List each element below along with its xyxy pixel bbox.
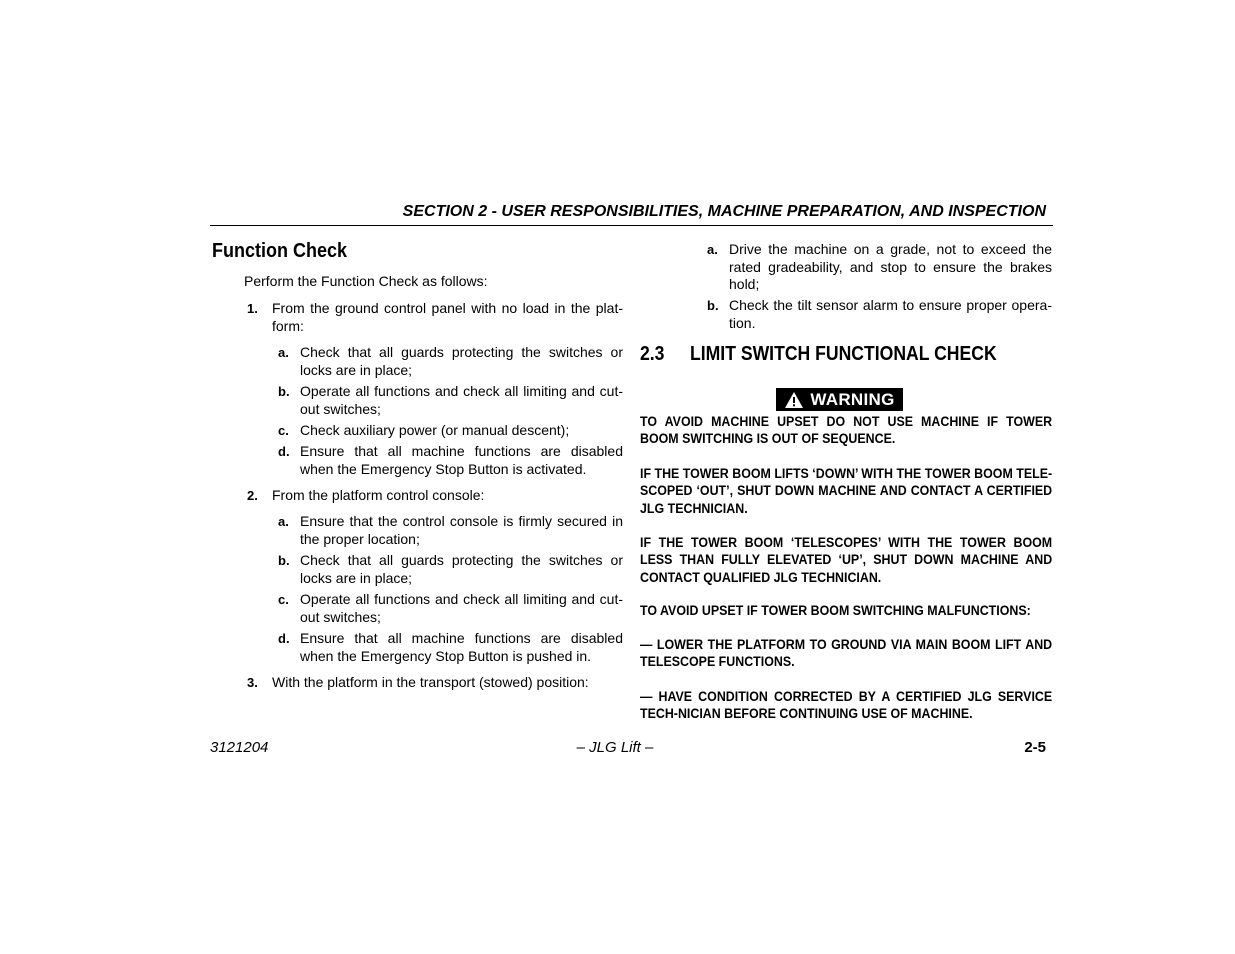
substep-label: b. (278, 553, 290, 568)
substep-text: Ensure that the control console is firmly secured in the proper location; (300, 513, 623, 547)
step-number: 2. (247, 488, 258, 503)
warning-paragraph: IF THE TOWER BOOM LIFTS ‘DOWN’ WITH THE TOWER BOOM TELE-SCOPED ‘OUT’, SHUT DOWN MACHINE AND CONTACT A CERTIFIED JLG TECHNICIAN. (640, 466, 1053, 516)
substep-text: Check that all guards protecting the switches or locks are in place; (300, 344, 623, 378)
limit-switch-heading: LIMIT SWITCH FUNCTIONAL CHECK (690, 343, 997, 365)
substep-text: Ensure that all machine functions are disabled when the Emergency Stop Button is pushed in. (300, 630, 623, 664)
substep-label: d. (278, 631, 290, 646)
section-header: SECTION 2 - USER RESPONSIBILITIES, MACHINE PREPARATION, AND INSPECTION (402, 203, 1046, 220)
substep-text: Ensure that all machine functions are disabled when the Emergency Stop Button is activated. (300, 443, 623, 477)
section-number: 2.3 (640, 343, 665, 365)
substep-text: Check that all guards protecting the switches or locks are in place; (300, 552, 623, 586)
document-number: 3121204 (210, 739, 269, 756)
exclamation-triangle-icon (784, 391, 804, 409)
function-check-intro: Perform the Function Check as follows: (244, 273, 488, 289)
warning-text: WARNING (810, 389, 895, 409)
substep-label: b. (707, 298, 719, 313)
substep-label: d. (278, 444, 290, 459)
warning-paragraph: TO AVOID MACHINE UPSET DO NOT USE MACHINE IF TOWER BOOM SWITCHING IS OUT OF SEQUENCE. (640, 414, 1053, 447)
substep-label: c. (278, 592, 289, 607)
substep-label: a. (707, 242, 718, 257)
warning-paragraph: — LOWER THE PLATFORM TO GROUND VIA MAIN BOOM LIFT AND TELESCOPE FUNCTIONS. (640, 637, 1053, 670)
substep-label: a. (278, 345, 289, 360)
substep-label: a. (278, 514, 289, 529)
substep-text: Drive the machine on a grade, not to exceed the rated gradeability, and stop to ensure the brakes hold; (729, 241, 1052, 292)
warning-paragraph: — HAVE CONDITION CORRECTED BY A CERTIFIED JLG SERVICE TECH-NICIAN BEFORE CONTINUING USE OF MACHINE. (640, 689, 1053, 722)
step-number: 3. (247, 675, 258, 690)
warning-paragraph: IF THE TOWER BOOM ‘TELESCOPES’ WITH THE TOWER BOOM LESS THAN FULLY ELEVATED ‘UP’, SHUT DOWN MACHINE AND CONTACT QUALIFIED JLG TECHNICIAN. (640, 535, 1053, 585)
warning-paragraph: TO AVOID UPSET IF TOWER BOOM SWITCHING MALFUNCTIONS: (640, 603, 1031, 618)
substep-text: Check auxiliary power (or manual descent); (300, 422, 570, 438)
function-check-heading: Function Check (212, 240, 348, 262)
step-text: From the ground control panel with no load in the plat-form: (272, 300, 623, 334)
step-text: With the platform in the transport (stowed) position: (272, 674, 589, 690)
footer-publication: – JLG Lift – (576, 739, 654, 756)
substep-text: Operate all functions and check all limiting and cut-out switches; (300, 383, 623, 417)
substep-label: c. (278, 423, 289, 438)
page-number: 2-5 (1024, 739, 1046, 756)
header-divider (210, 225, 1053, 226)
substep-label: b. (278, 384, 290, 399)
step-number: 1. (247, 301, 258, 316)
warning-label (776, 388, 903, 411)
step-text: From the platform control console: (272, 487, 485, 503)
substep-text: Operate all functions and check all limiting and cut-out switches; (300, 591, 623, 625)
substep-text: Check the tilt sensor alarm to ensure proper opera-tion. (729, 297, 1052, 331)
